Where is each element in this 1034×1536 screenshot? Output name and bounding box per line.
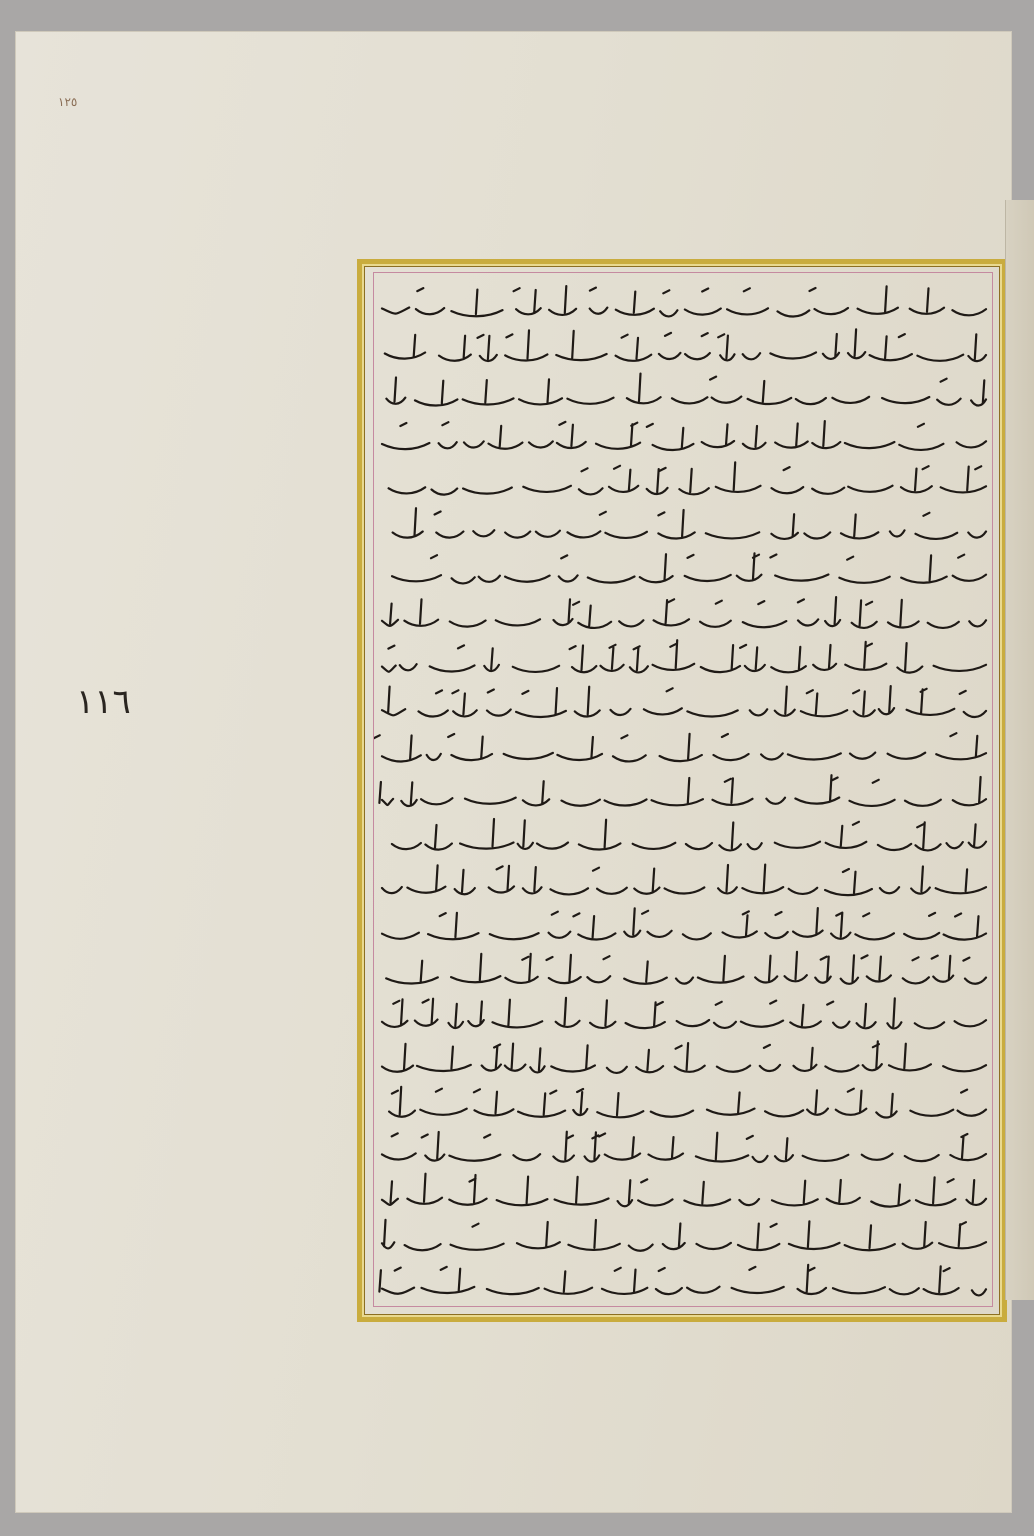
script-line	[382, 1041, 986, 1073]
script-stroke	[382, 908, 986, 940]
script-line	[382, 998, 986, 1029]
script-line	[379, 1265, 986, 1296]
script-stroke	[392, 553, 986, 583]
script-stroke	[386, 952, 986, 984]
script-line	[392, 819, 986, 850]
script-line	[386, 952, 986, 984]
manuscript-page	[16, 32, 1011, 1512]
script-stroke	[382, 865, 986, 896]
script-line	[382, 865, 986, 896]
script-line	[392, 553, 986, 583]
text-frame	[357, 259, 1007, 1322]
script-stroke	[393, 508, 986, 539]
script-line	[393, 508, 986, 539]
script-stroke	[386, 374, 986, 406]
script-line	[382, 1132, 986, 1162]
script-stroke	[382, 1220, 986, 1251]
script-line	[379, 775, 986, 806]
script-stroke	[382, 686, 986, 717]
script-line	[389, 1087, 986, 1118]
script-line	[382, 686, 986, 717]
script-line	[382, 1174, 986, 1207]
text-block	[374, 273, 994, 1313]
script-stroke	[379, 1265, 986, 1296]
script-line	[382, 1220, 986, 1251]
script-stroke	[385, 329, 986, 361]
script-line	[386, 374, 986, 406]
script-line	[374, 733, 986, 761]
script-line	[385, 329, 986, 361]
script-stroke	[382, 421, 986, 450]
script-stroke	[382, 1041, 986, 1073]
script-stroke	[392, 819, 986, 850]
script-line	[382, 640, 986, 672]
script-stroke	[382, 286, 986, 316]
facing-page-edge	[1005, 200, 1034, 1300]
folio-number-top: ١٢٥	[58, 95, 78, 109]
script-stroke	[382, 1174, 986, 1207]
script-stroke	[379, 775, 986, 806]
script-line	[382, 421, 986, 450]
script-line	[382, 908, 986, 940]
script-stroke	[382, 1132, 986, 1162]
script-stroke	[389, 1087, 986, 1118]
script-line	[382, 286, 986, 316]
script-stroke	[382, 998, 986, 1029]
script-line	[389, 462, 986, 494]
script-stroke	[382, 597, 986, 628]
script-stroke	[389, 462, 986, 494]
script-line	[382, 597, 986, 628]
folio-number-margin: ١١٦	[76, 682, 131, 722]
script-stroke	[374, 733, 986, 761]
script-stroke	[382, 640, 986, 672]
